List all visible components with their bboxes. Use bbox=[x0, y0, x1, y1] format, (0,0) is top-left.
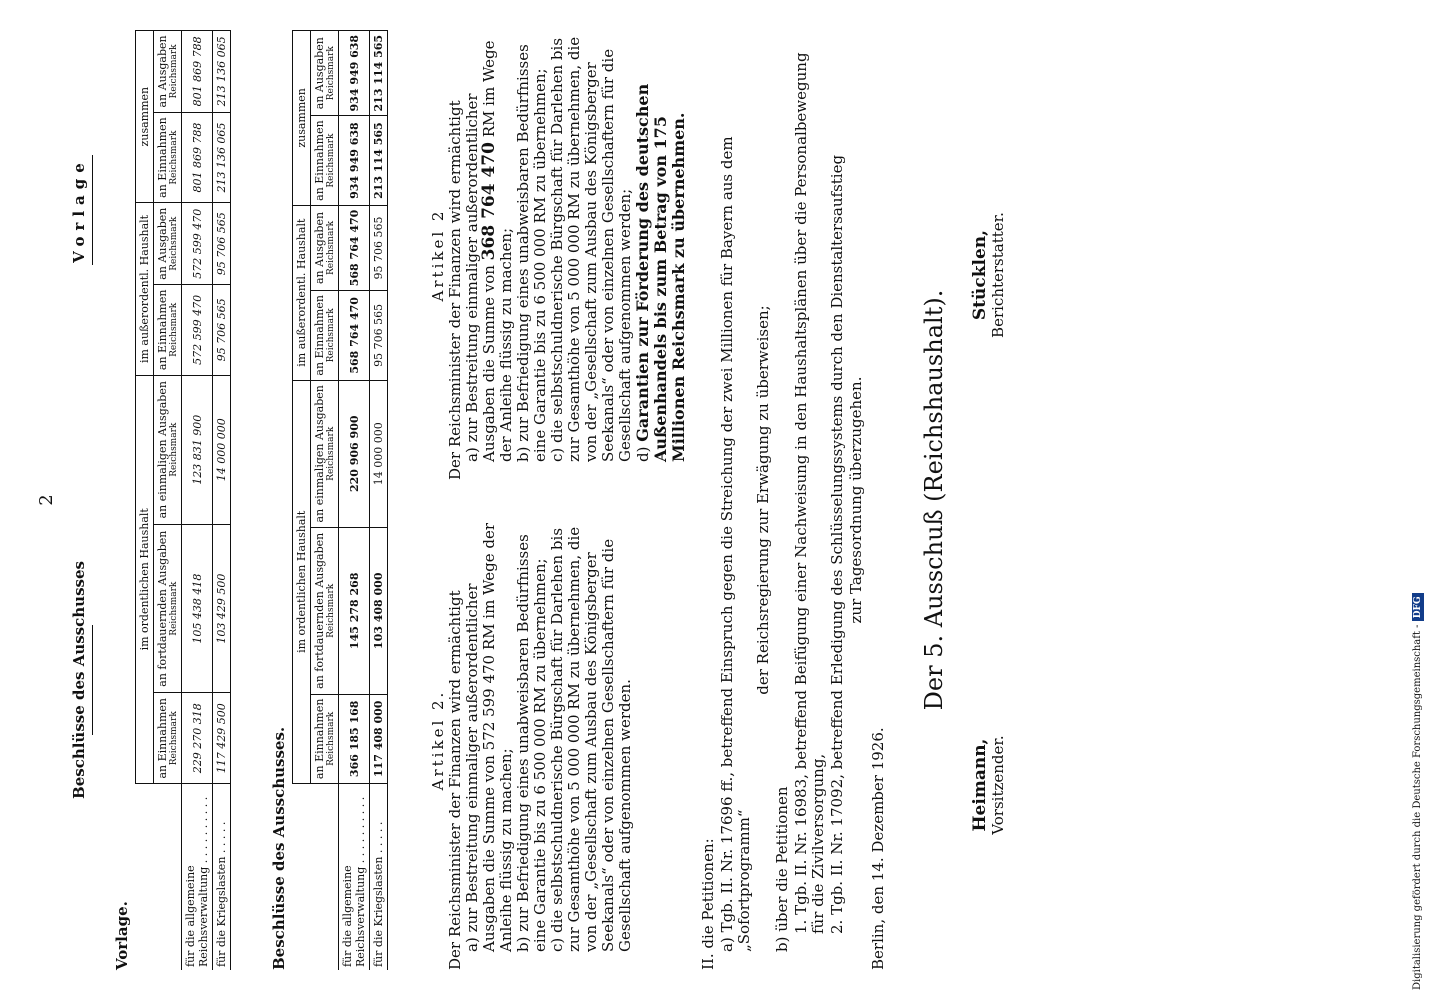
col-group-ausserordentlich: im außerordentl. Haushalt bbox=[136, 203, 154, 375]
vorlage-label: Vorlage. bbox=[113, 901, 131, 970]
signature-right: Stücklen, Berichterstatter. bbox=[970, 212, 1007, 338]
col-group-zusammen: zusammen bbox=[136, 31, 154, 203]
heading-right-rule bbox=[92, 625, 93, 735]
col-group-ausserordentlich: im außerordentl. Haushalt bbox=[293, 205, 311, 380]
col-zus-ausgaben: an Ausgaben Reichsmark bbox=[154, 31, 182, 113]
date-line: Berlin, den 14. Dezember 1926. bbox=[869, 727, 887, 970]
col-zus-einnahmen: an Einnahmen Reichsmark bbox=[311, 116, 339, 205]
col-fort-ausgaben: an fortdauernden Ausgaben Reichsmark bbox=[154, 524, 182, 693]
dfg-logo: DFG bbox=[1412, 593, 1424, 621]
col-group-zusammen: zusammen bbox=[293, 31, 311, 206]
table-row: für die Kriegslasten . . . . . 117 429 500 103 429 500 14 000 000 95 706 565 95 706 565 213 136 065 213 136 065 bbox=[213, 31, 231, 971]
artikel-left: Artikel 2. Der Reichsminister der Finanzen wird ermächtigt a) zur Bestreitung einmaliger außerordentlicher Ausgaben die Summe von 572 599 470 RM im Wege der Anleihe flüssig zu machen; b) zur Befriedigung eines unabweisbaren Bedürfnisses eine Garantie bis zu 6 500 000 RM zu übernehmen; c) die selbstschuldnerische Bürgschaft für Darlehen bis zur Gesamthöhe von 5 000 000 RM zu übernehmen, die von der „Gesellschaft zum Ausbau des Königsberger Seekanals“ oder von einzelnen Gesellschaftern für die Gesellschaft aufgenommen werden. bbox=[429, 522, 634, 970]
col-einnahmen: an Einnahmen Reichsmark bbox=[154, 693, 182, 784]
artikel-right: Artikel 2 Der Reichsminister der Finanzen wird ermächtigt a) zur Bestreitung einmaliger außerordentlicher Ausgaben die Summe von 368 764 470 RM im Wege der Anleihe flüssig zu machen; b) zur Befriedigung eines unabweisbaren Bedürfnisses eine Garantie bis zu 6 500 000 RM zu übernehmen; c) die selbstschuldnerische Bürgschaft für Darlehen bis zur Gesamthöhe von 5 000 000 RM zu übernehmen, die von der „Gesellschaft zum Ausbau des Königsberger Seekanals“ oder von einzelnen Gesellschaftern für die Gesellschaft aufgenommen werden; d) Garantien zur Förderung des deutschen Außenhandels bis zum Betrag von 175 Millionen Reichsmark zu übernehmen. bbox=[429, 36, 688, 480]
heading-right: Beschlüsse des Ausschusses bbox=[70, 561, 88, 799]
vorlage-table bbox=[135, 30, 231, 970]
col-fort-ausgaben: an fortdauernden Ausgaben Reichsmark bbox=[311, 527, 339, 694]
col-zus-einnahmen: an Einnahmen Reichsmark bbox=[154, 112, 182, 203]
col-einm-ausgaben: an einmaligen Ausgaben Reichsmark bbox=[311, 380, 339, 527]
table-row: für die allgemeine Reichsverwaltung . . . . . . . . . . 229 270 318 105 438 418 123 831 900 572 599 470 572 599 470 801 869 788 801 869 788 bbox=[182, 31, 213, 971]
petitionen-block: II. die Petitionen: a) Tgb. II. Nr. 17696 ff., betreffend Einspruch gegen die Streichung der zwei Millionen für Bayern aus dem „Sofortprogramm“ der Reichsregierung zur Erwägung zu überweisen; b) über die Petitionen 1. Tgb. II. Nr. 16983, betreffend Beifügung einer Nachweisung in den Haushaltsplänen über die Personalbewegung für die Zivilversorgung, 2. Tgb. II. Nr. 17092, betreffend Erledigung des Schlüsselungssystems durch den Dienstaltersaufstieg zur Tagesordnung überzugehen. bbox=[699, 52, 865, 970]
table-row: für die allgemeine Reichsverwaltung . . . . . . . . . . 366 185 168 145 278 268 220 906 900 568 764 470 568 764 470 934 949 638 934 949 638 bbox=[339, 31, 370, 971]
beschluss-table bbox=[292, 30, 388, 970]
col-group-ordentlich: im ordentlichen Haushalt bbox=[293, 380, 311, 783]
col-group-ordentlich: im ordentlichen Haushalt bbox=[136, 375, 154, 783]
col-ao-ausgaben: an Ausgaben Reichsmark bbox=[311, 205, 339, 290]
col-ao-einnahmen: an Einnahmen Reichsmark bbox=[311, 291, 339, 380]
col-einm-ausgaben: an einmaligen Ausgaben Reichsmark bbox=[154, 375, 182, 524]
signature-left: Heimann, Vorsitzender. bbox=[970, 735, 1007, 835]
digitization-footer: Digitalisierung gefördert durch die Deutsche Forschungsgemeinschaft - DFG bbox=[1412, 593, 1424, 990]
col-zus-ausgaben: an Ausgaben Reichsmark bbox=[311, 31, 339, 116]
page-number: 2 bbox=[36, 494, 57, 506]
heading-left: Vorlage bbox=[70, 157, 88, 263]
beschluesse-label: Beschlüsse des Ausschusses. bbox=[270, 726, 288, 970]
committee-title: Der 5. Ausschuß (Reichshaushalt). bbox=[920, 289, 948, 711]
corner-cell bbox=[136, 784, 182, 971]
col-ao-ausgaben: an Ausgaben Reichsmark bbox=[154, 203, 182, 285]
heading-left-rule bbox=[92, 155, 93, 265]
col-ao-einnahmen: an Einnahmen Reichsmark bbox=[154, 285, 182, 376]
table-row: für die Kriegslasten . . . . . 117 408 000 103 408 000 14 000 000 95 706 565 95 706 565 213 114 565 213 114 565 bbox=[370, 31, 388, 971]
col-einnahmen: an Einnahmen Reichsmark bbox=[311, 694, 339, 783]
corner-cell bbox=[293, 784, 339, 971]
